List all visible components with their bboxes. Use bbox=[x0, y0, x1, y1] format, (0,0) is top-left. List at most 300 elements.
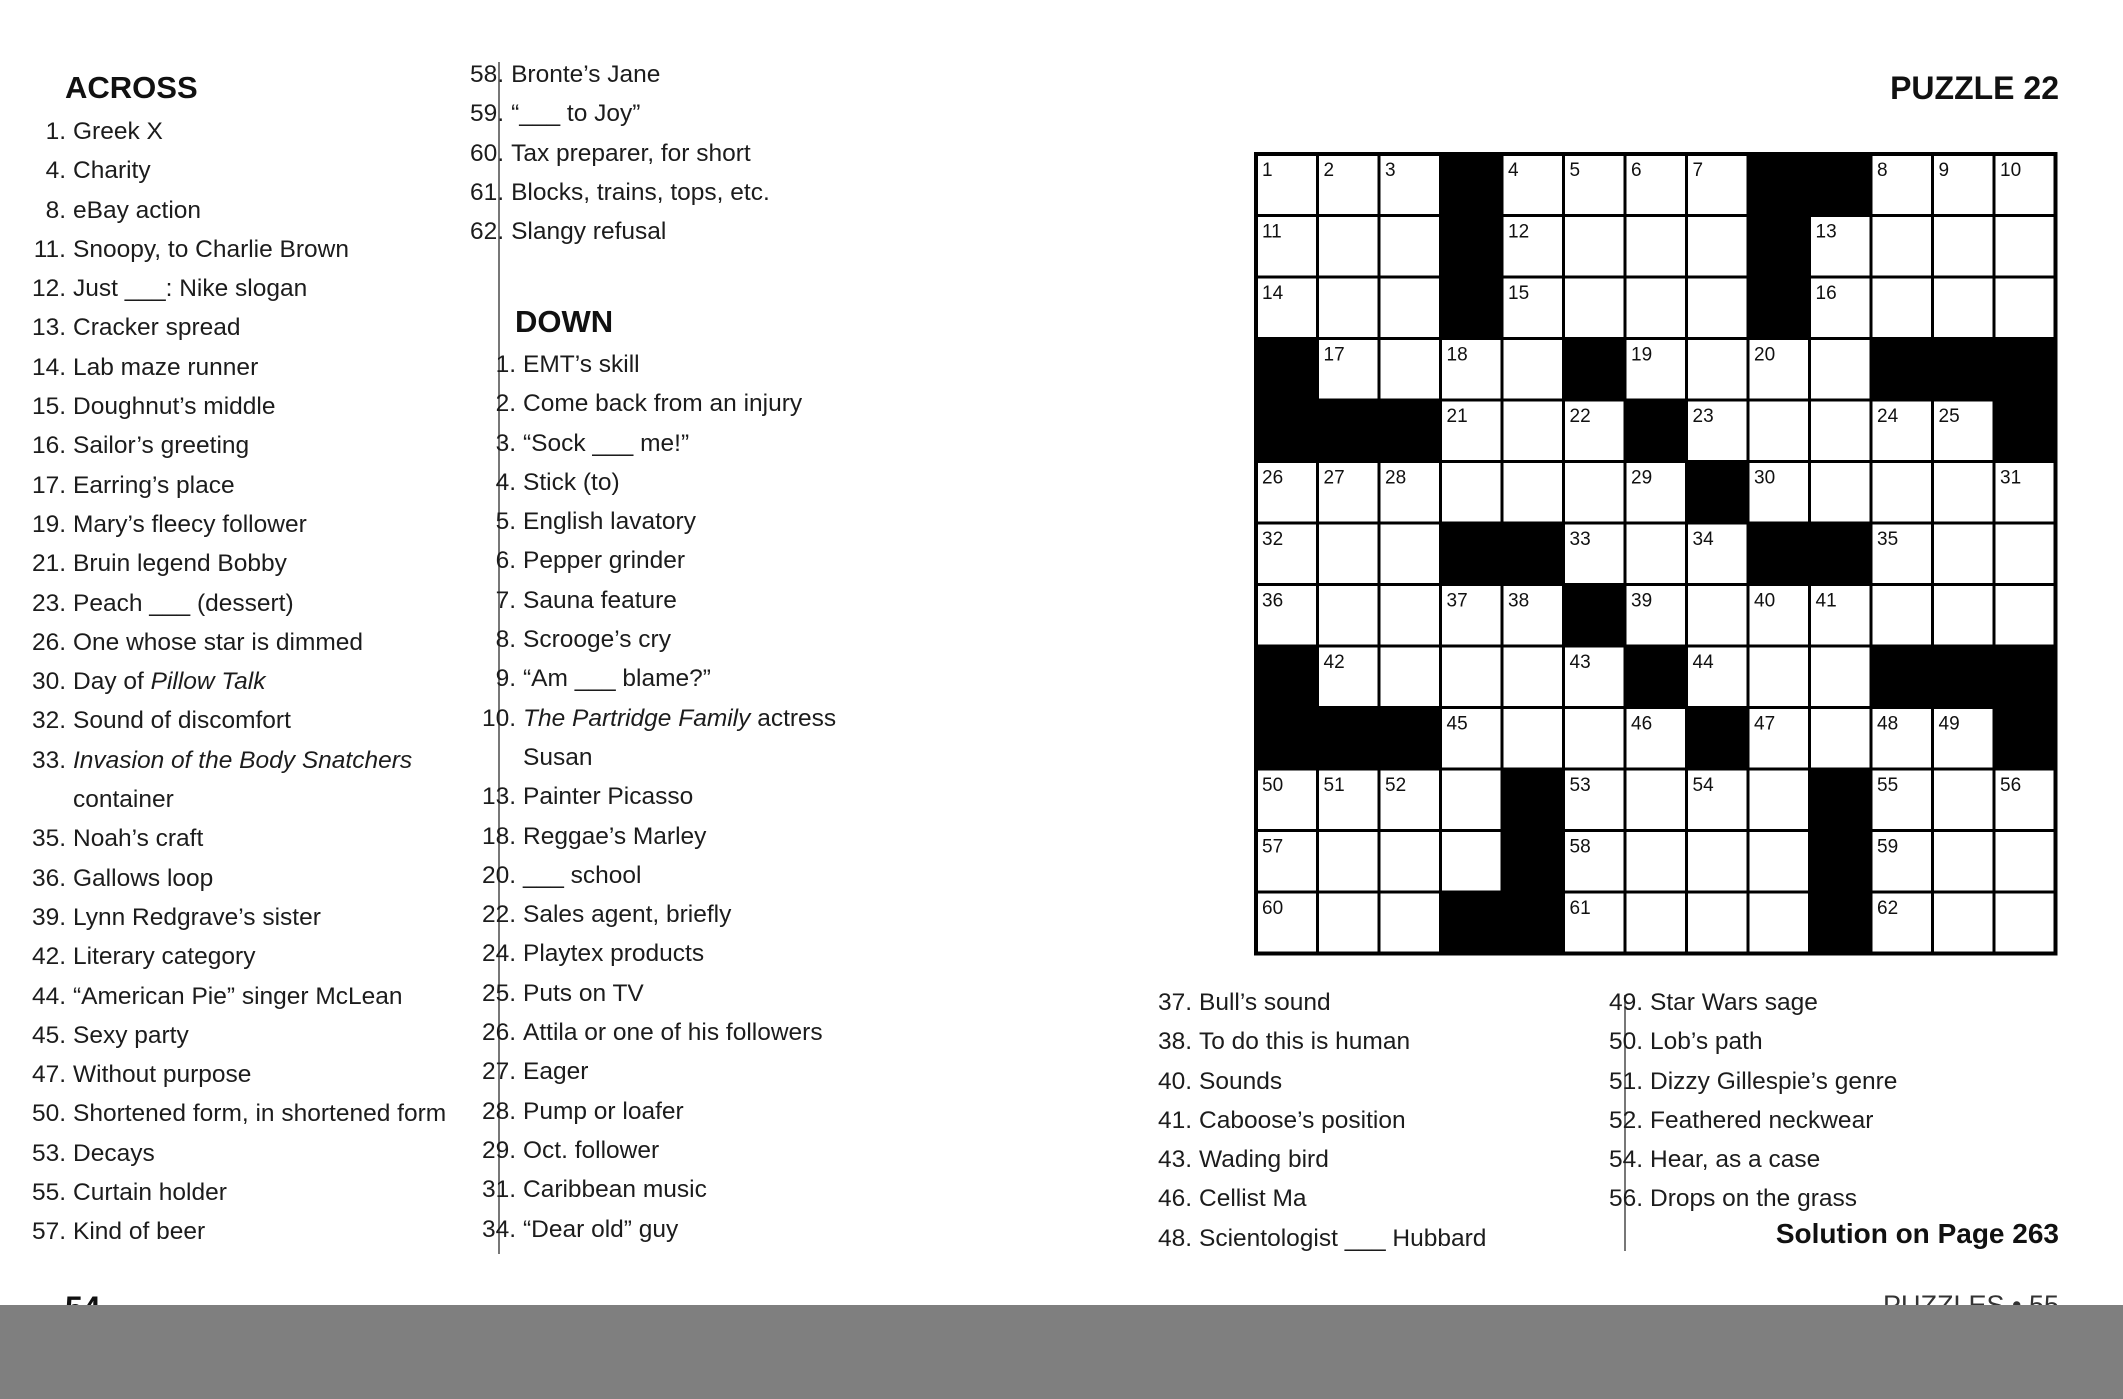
clue-text: Sales agent, briefly bbox=[523, 901, 732, 929]
grid-cell[interactable] bbox=[1318, 831, 1380, 893]
clue-number: 4. bbox=[495, 468, 516, 496]
grid-cell[interactable] bbox=[1625, 831, 1687, 893]
grid-number: 59 bbox=[1877, 836, 1899, 858]
grid-cell[interactable] bbox=[1933, 462, 1995, 524]
clue-number: 58. bbox=[470, 61, 505, 88]
clue-number: 14. bbox=[31, 353, 66, 381]
clue-item bbox=[474, 1131, 836, 1170]
crossword-grid bbox=[1254, 152, 2060, 958]
clue-text: Invasion of the Body Snatchers bbox=[73, 746, 413, 774]
clue-item bbox=[474, 463, 836, 502]
clue-number: 13. bbox=[481, 783, 516, 811]
grid-number: 27 bbox=[1323, 467, 1345, 489]
down-heading: DOWN bbox=[515, 304, 614, 339]
clue-number: 21. bbox=[31, 550, 66, 578]
clue-text: Bronte’s Jane bbox=[511, 61, 661, 88]
grid-cell[interactable] bbox=[1318, 892, 1380, 954]
grid-cell[interactable] bbox=[1441, 646, 1503, 708]
clue-text: Blocks, trains, tops, etc. bbox=[511, 178, 770, 206]
clue-number: 41. bbox=[1157, 1106, 1192, 1134]
grid-cell[interactable] bbox=[1379, 216, 1441, 278]
grid-block bbox=[1441, 216, 1503, 278]
grid-number: 16 bbox=[1815, 283, 1837, 304]
grid-cell[interactable] bbox=[1810, 462, 1872, 524]
grid-block bbox=[1564, 585, 1626, 647]
clue-text: Puts on TV bbox=[523, 979, 644, 1007]
grid-cell[interactable] bbox=[1379, 585, 1441, 647]
grid-cell[interactable] bbox=[1625, 769, 1687, 831]
grid-cell[interactable] bbox=[1871, 462, 1933, 524]
grid-number: 38 bbox=[1508, 590, 1530, 612]
clue-number: 42. bbox=[31, 943, 66, 971]
clue-number: 1. bbox=[45, 118, 66, 145]
grid-number: 12 bbox=[1508, 221, 1530, 243]
grid-cell[interactable] bbox=[1933, 277, 1995, 339]
clue-text: Decays bbox=[73, 1139, 155, 1167]
clue-number: 20. bbox=[481, 861, 516, 889]
clue-text: Sound of discomfort bbox=[73, 707, 291, 735]
clue-text: One whose star is dimmed bbox=[73, 628, 364, 656]
grid-number: 42 bbox=[1323, 652, 1345, 673]
grid-block bbox=[1502, 831, 1564, 893]
grid-cell[interactable] bbox=[1687, 892, 1749, 954]
clue-text: “American Pie” singer McLean bbox=[73, 982, 403, 1010]
clue-text: eBay action bbox=[73, 196, 202, 224]
clue-text: “Am ___ blame?” bbox=[523, 665, 711, 693]
grid-block bbox=[1687, 462, 1749, 524]
grid-cell[interactable] bbox=[1933, 892, 1995, 954]
grid-block bbox=[1625, 400, 1687, 462]
grid-cell[interactable] bbox=[1871, 216, 1933, 278]
grid-block bbox=[1933, 339, 1995, 401]
grid-block bbox=[1318, 400, 1380, 462]
grid-number: 58 bbox=[1569, 836, 1591, 858]
crossword-grid-svg bbox=[1254, 152, 2060, 958]
grid-block bbox=[1748, 154, 1810, 216]
clue-item bbox=[474, 856, 836, 895]
clue-text: Gallows loop bbox=[73, 864, 214, 892]
clue-item bbox=[14, 741, 446, 780]
grid-cell[interactable] bbox=[1625, 892, 1687, 954]
grid-number: 50 bbox=[1262, 775, 1284, 796]
grid-cell[interactable] bbox=[1748, 646, 1810, 708]
grid-number: 23 bbox=[1692, 406, 1714, 427]
clue-number: 25. bbox=[481, 979, 516, 1007]
clue-text: Stick (to) bbox=[523, 468, 620, 496]
grid-number: 7 bbox=[1692, 160, 1704, 181]
grid-cell[interactable] bbox=[1379, 892, 1441, 954]
grid-cell[interactable] bbox=[1687, 277, 1749, 339]
clue-text: “___ to Joy” bbox=[511, 100, 641, 128]
grid-cell[interactable] bbox=[1687, 585, 1749, 647]
clue-item bbox=[14, 859, 446, 898]
grid-block bbox=[1748, 277, 1810, 339]
clue-number: 18. bbox=[481, 822, 516, 850]
grid-block bbox=[1994, 400, 2056, 462]
clue-text: Pump or loafer bbox=[523, 1097, 684, 1125]
grid-number: 47 bbox=[1754, 713, 1776, 735]
clue-item bbox=[1597, 1179, 1897, 1218]
grid-number: 36 bbox=[1262, 590, 1284, 612]
grid-cell[interactable] bbox=[1933, 585, 1995, 647]
clue-number: 29. bbox=[481, 1136, 516, 1164]
grid-number: 55 bbox=[1877, 775, 1899, 796]
clue-number: 61. bbox=[470, 178, 505, 206]
grid-cell[interactable] bbox=[1687, 339, 1749, 401]
clue-item bbox=[474, 384, 836, 423]
clue-number: 39. bbox=[31, 903, 66, 931]
clue-item bbox=[14, 151, 446, 190]
clue-item bbox=[14, 544, 446, 583]
clue-item bbox=[474, 974, 836, 1013]
grid-block bbox=[1256, 400, 1318, 462]
clue-text: ___ school bbox=[523, 861, 642, 889]
clue-item bbox=[1150, 1140, 1486, 1179]
clue-number: 55. bbox=[31, 1179, 66, 1207]
clue-item bbox=[474, 738, 836, 777]
clue-text: Cracker spread bbox=[73, 314, 241, 342]
grid-cell[interactable] bbox=[1564, 462, 1626, 524]
grid-cell[interactable] bbox=[1994, 831, 2056, 893]
clue-item bbox=[474, 934, 836, 973]
grid-cell[interactable] bbox=[1625, 277, 1687, 339]
clue-number: 49. bbox=[1608, 989, 1643, 1016]
clue-item bbox=[470, 55, 770, 94]
grid-cell[interactable] bbox=[1564, 216, 1626, 278]
grid-number: 19 bbox=[1631, 344, 1653, 366]
clue-item bbox=[14, 898, 446, 937]
grid-number: 34 bbox=[1692, 529, 1714, 550]
grid-cell[interactable] bbox=[1994, 277, 2056, 339]
clue-number: 1. bbox=[495, 351, 516, 378]
grid-cell[interactable] bbox=[1810, 708, 1872, 770]
clue-text: Reggae’s Marley bbox=[523, 822, 707, 850]
clue-text: Oct. follower bbox=[523, 1136, 660, 1164]
grid-cell[interactable] bbox=[1502, 708, 1564, 770]
grid-number: 60 bbox=[1262, 898, 1284, 919]
grid-cell[interactable] bbox=[1502, 462, 1564, 524]
grid-cell[interactable] bbox=[1379, 339, 1441, 401]
clue-item bbox=[470, 94, 770, 133]
grid-cell[interactable] bbox=[1748, 892, 1810, 954]
clue-number: 16. bbox=[31, 432, 66, 460]
clue-text: Sailor’s greeting bbox=[73, 432, 250, 460]
clue-number: 9. bbox=[495, 665, 516, 693]
clue-item bbox=[474, 659, 836, 698]
grid-number: 20 bbox=[1754, 344, 1776, 366]
clue-text: Lynn Redgrave’s sister bbox=[73, 903, 321, 931]
grid-number: 62 bbox=[1877, 898, 1899, 919]
clue-item bbox=[474, 817, 836, 856]
grid-cell[interactable] bbox=[1748, 831, 1810, 893]
clue-item bbox=[14, 780, 446, 819]
clue-number: 26. bbox=[31, 628, 66, 656]
clue-text: Snoopy, to Charlie Brown bbox=[73, 235, 349, 263]
grid-cell[interactable] bbox=[1810, 339, 1872, 401]
clue-text: Star Wars sage bbox=[1650, 989, 1818, 1016]
clue-item bbox=[474, 345, 836, 384]
clue-text: English lavatory bbox=[523, 508, 696, 536]
grid-block bbox=[1441, 523, 1503, 585]
grid-block bbox=[1441, 892, 1503, 954]
grid-cell[interactable] bbox=[1441, 831, 1503, 893]
grid-cell[interactable] bbox=[1502, 646, 1564, 708]
grid-cell[interactable] bbox=[1994, 523, 2056, 585]
grid-number: 48 bbox=[1877, 713, 1899, 735]
grid-number: 45 bbox=[1446, 713, 1468, 735]
clue-text: Charity bbox=[73, 157, 151, 185]
grid-block bbox=[1933, 646, 1995, 708]
grid-number: 15 bbox=[1508, 283, 1530, 304]
clue-item bbox=[1150, 1179, 1486, 1218]
clue-item bbox=[1597, 1101, 1897, 1140]
clue-text: Hear, as a case bbox=[1650, 1146, 1821, 1174]
clue-number: 15. bbox=[31, 393, 66, 421]
clue-text: Scrooge’s cry bbox=[523, 626, 671, 654]
clue-text: Lab maze runner bbox=[73, 353, 259, 381]
grid-cell[interactable] bbox=[1318, 277, 1380, 339]
grid-cell[interactable] bbox=[1933, 216, 1995, 278]
grid-number: 57 bbox=[1262, 836, 1284, 858]
clue-number: 8. bbox=[495, 626, 516, 654]
clue-number: 53. bbox=[31, 1139, 66, 1167]
clue-item bbox=[474, 620, 836, 659]
grid-number: 40 bbox=[1754, 590, 1776, 612]
grid-number: 6 bbox=[1631, 160, 1642, 181]
clue-item bbox=[14, 1094, 446, 1133]
clue-number: 51. bbox=[1608, 1067, 1643, 1095]
grid-cell[interactable] bbox=[1933, 831, 1995, 893]
clue-item bbox=[474, 777, 836, 816]
grid-cell[interactable] bbox=[1994, 585, 2056, 647]
grid-number: 11 bbox=[1262, 221, 1282, 243]
clue-number: 6. bbox=[495, 547, 516, 575]
grid-cell[interactable] bbox=[1379, 523, 1441, 585]
clue-item bbox=[474, 541, 836, 580]
grid-number: 17 bbox=[1323, 344, 1345, 366]
grid-cell[interactable] bbox=[1810, 400, 1872, 462]
grid-cell[interactable] bbox=[1871, 585, 1933, 647]
grid-cell[interactable] bbox=[1625, 216, 1687, 278]
clue-number: 2. bbox=[495, 390, 516, 418]
clue-text: Dizzy Gillespie’s genre bbox=[1650, 1067, 1898, 1095]
grid-cell[interactable] bbox=[1318, 585, 1380, 647]
clue-item bbox=[14, 466, 446, 505]
clue-item bbox=[14, 1212, 446, 1251]
clue-text: Day of Pillow Talk bbox=[73, 668, 266, 696]
grid-cell[interactable] bbox=[1748, 769, 1810, 831]
clue-number: 23. bbox=[31, 589, 66, 617]
clue-item bbox=[14, 230, 446, 269]
clue-item bbox=[470, 173, 770, 212]
grid-cell[interactable] bbox=[1933, 523, 1995, 585]
clue-number: 40. bbox=[1157, 1067, 1192, 1095]
clue-item bbox=[1150, 1062, 1486, 1101]
clue-item bbox=[474, 1170, 836, 1209]
grid-block bbox=[1502, 892, 1564, 954]
grid-number: 9 bbox=[1938, 160, 1950, 181]
clue-number: 27. bbox=[481, 1058, 516, 1086]
grid-number: 37 bbox=[1446, 590, 1468, 612]
clue-text: Kind of beer bbox=[73, 1218, 206, 1246]
clue-item bbox=[474, 895, 836, 934]
clue-item bbox=[14, 1173, 446, 1212]
clue-text: Tax preparer, for short bbox=[511, 139, 751, 167]
grid-cell[interactable] bbox=[1379, 277, 1441, 339]
clue-item bbox=[14, 937, 446, 976]
grid-cell[interactable] bbox=[1379, 646, 1441, 708]
clue-number: 22. bbox=[481, 901, 516, 929]
grid-number: 46 bbox=[1631, 713, 1653, 735]
clue-text: Doughnut’s middle bbox=[73, 393, 276, 421]
clue-number: 36. bbox=[31, 864, 66, 892]
grid-cell[interactable] bbox=[1318, 523, 1380, 585]
grid-number: 21 bbox=[1446, 406, 1468, 427]
grid-block bbox=[1256, 339, 1318, 401]
clue-number: 32. bbox=[31, 707, 66, 735]
grid-cell[interactable] bbox=[1564, 277, 1626, 339]
clue-item bbox=[470, 212, 770, 251]
grid-number: 26 bbox=[1262, 467, 1284, 489]
grid-cell[interactable] bbox=[1810, 646, 1872, 708]
clue-text: Caboose’s position bbox=[1199, 1106, 1406, 1134]
clue-item bbox=[14, 112, 446, 151]
grid-block bbox=[1502, 769, 1564, 831]
clue-item bbox=[1597, 983, 1897, 1022]
grid-block bbox=[1748, 523, 1810, 585]
clue-number: 54. bbox=[1608, 1146, 1643, 1174]
clue-text: The Partridge Family actress bbox=[523, 704, 837, 732]
grid-block bbox=[1318, 708, 1380, 770]
clue-text: To do this is human bbox=[1199, 1028, 1411, 1056]
clue-item bbox=[474, 424, 836, 463]
grid-cell[interactable] bbox=[1687, 831, 1749, 893]
grid-number: 52 bbox=[1385, 775, 1407, 796]
grid-cell[interactable] bbox=[1687, 216, 1749, 278]
clue-item bbox=[1597, 1062, 1897, 1101]
grid-block bbox=[1256, 646, 1318, 708]
clue-item bbox=[14, 701, 446, 740]
grid-block bbox=[1379, 708, 1441, 770]
clue-item bbox=[14, 426, 446, 465]
clue-text: Sounds bbox=[1199, 1067, 1283, 1095]
clue-text: Shortened form, in shortened form bbox=[73, 1100, 447, 1128]
grid-number: 13 bbox=[1815, 221, 1837, 243]
grid-cell[interactable] bbox=[1933, 769, 1995, 831]
clue-item bbox=[474, 699, 836, 738]
grid-block bbox=[1748, 216, 1810, 278]
clue-item bbox=[14, 819, 446, 858]
grid-number: 44 bbox=[1692, 652, 1714, 673]
across-heading: ACROSS bbox=[65, 70, 198, 105]
clue-number: 34. bbox=[481, 1215, 516, 1243]
clue-text: Susan bbox=[523, 743, 593, 771]
clue-item bbox=[1150, 983, 1486, 1022]
grid-number: 30 bbox=[1754, 467, 1776, 489]
clue-text: Without purpose bbox=[73, 1061, 252, 1089]
clue-number: 56. bbox=[1608, 1185, 1643, 1213]
grid-number: 41 bbox=[1815, 590, 1837, 612]
clue-number: 13. bbox=[31, 314, 66, 342]
clue-item bbox=[14, 269, 446, 308]
clue-number: 44. bbox=[31, 982, 66, 1010]
clue-text: Drops on the grass bbox=[1650, 1185, 1857, 1213]
down-clue-list-continued-a bbox=[1150, 983, 1486, 1258]
clue-number: 7. bbox=[495, 586, 516, 614]
clue-text: Come back from an injury bbox=[523, 390, 803, 418]
grid-block bbox=[1994, 646, 2056, 708]
clue-text: Curtain holder bbox=[73, 1179, 227, 1207]
clue-number: 52. bbox=[1608, 1106, 1643, 1134]
grid-cell[interactable] bbox=[1502, 339, 1564, 401]
grid-cell[interactable] bbox=[1441, 462, 1503, 524]
grid-number: 29 bbox=[1631, 467, 1653, 489]
clue-number: 46. bbox=[1157, 1185, 1192, 1213]
clue-item bbox=[14, 191, 446, 230]
clue-text: Mary’s fleecy follower bbox=[73, 510, 307, 538]
clue-text: Literary category bbox=[73, 943, 256, 971]
grid-cell[interactable] bbox=[1564, 708, 1626, 770]
clue-item bbox=[1150, 1101, 1486, 1140]
clue-number: 24. bbox=[481, 940, 516, 968]
grid-cell[interactable] bbox=[1379, 831, 1441, 893]
grid-number: 39 bbox=[1631, 590, 1653, 612]
clue-text: “Sock ___ me!” bbox=[523, 429, 690, 457]
clue-text: Sauna feature bbox=[523, 586, 677, 614]
grid-cell[interactable] bbox=[1871, 277, 1933, 339]
clue-number: 10. bbox=[481, 704, 516, 732]
across-clue-list-continued bbox=[470, 55, 770, 251]
grid-block bbox=[1810, 831, 1872, 893]
clue-number: 45. bbox=[31, 1021, 66, 1049]
clue-item bbox=[14, 584, 446, 623]
grid-number: 1 bbox=[1262, 160, 1273, 181]
clue-item bbox=[474, 1092, 836, 1131]
clue-item bbox=[14, 1016, 446, 1055]
clue-text: Noah’s craft bbox=[73, 825, 204, 853]
clue-item bbox=[474, 1210, 836, 1249]
grid-cell[interactable] bbox=[1625, 523, 1687, 585]
clue-text: Caribbean music bbox=[523, 1176, 707, 1204]
clue-number: 4. bbox=[45, 157, 66, 185]
clue-number: 60. bbox=[470, 139, 505, 167]
clue-number: 30. bbox=[31, 668, 66, 696]
clue-number: 12. bbox=[31, 275, 66, 303]
clue-item bbox=[1150, 1022, 1486, 1061]
grid-number: 54 bbox=[1692, 775, 1714, 796]
grid-number: 28 bbox=[1385, 467, 1407, 489]
clue-number: 37. bbox=[1157, 989, 1192, 1016]
clue-item bbox=[1597, 1140, 1897, 1179]
clue-text: container bbox=[73, 786, 174, 814]
clue-item bbox=[14, 623, 446, 662]
grid-number: 14 bbox=[1262, 283, 1284, 304]
grid-block bbox=[1441, 277, 1503, 339]
grid-cell[interactable] bbox=[1441, 769, 1503, 831]
clue-number: 62. bbox=[470, 218, 505, 246]
grid-cell[interactable] bbox=[1502, 400, 1564, 462]
grid-block bbox=[1994, 708, 2056, 770]
grid-cell[interactable] bbox=[1994, 892, 2056, 954]
grid-cell[interactable] bbox=[1318, 216, 1380, 278]
clue-item bbox=[14, 977, 446, 1016]
grid-cell[interactable] bbox=[1994, 216, 2056, 278]
grid-cell[interactable] bbox=[1748, 400, 1810, 462]
clue-text: Scientologist ___ Hubbard bbox=[1199, 1224, 1487, 1252]
clue-number: 17. bbox=[31, 471, 66, 499]
grid-block bbox=[1871, 646, 1933, 708]
grid-number: 8 bbox=[1877, 160, 1888, 181]
